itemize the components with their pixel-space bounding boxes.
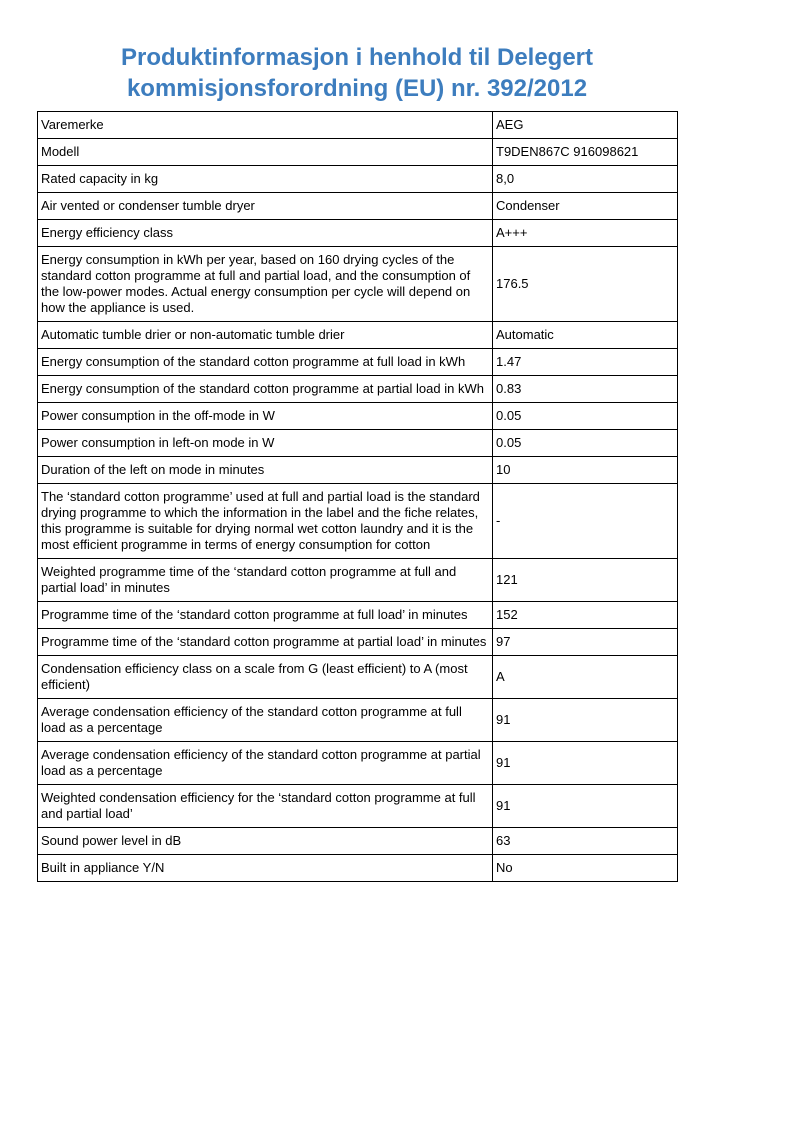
table-row xyxy=(38,430,678,457)
row-value: 1.47 xyxy=(493,349,678,376)
row-value: 91 xyxy=(493,785,678,828)
row-value: Condenser xyxy=(493,193,678,220)
row-label: Condensation efficiency class on a scale from G (least efficient) to A (most efficient) xyxy=(38,656,493,699)
table-row xyxy=(38,193,678,220)
table-row xyxy=(38,602,678,629)
row-label: Sound power level in dB xyxy=(38,828,493,855)
table-row xyxy=(38,112,678,139)
row-value: 63 xyxy=(493,828,678,855)
row-value: 97 xyxy=(493,629,678,656)
table-row xyxy=(38,457,678,484)
table-row xyxy=(38,742,678,785)
table-row xyxy=(38,855,678,882)
row-value: 91 xyxy=(493,742,678,785)
row-label: Modell xyxy=(38,139,493,166)
table-row xyxy=(38,376,678,403)
row-label: Energy consumption of the standard cotton programme at partial load in kWh xyxy=(38,376,493,403)
table-row xyxy=(38,629,678,656)
product-info-table-body xyxy=(38,112,678,882)
row-label: Varemerke xyxy=(38,112,493,139)
table-row xyxy=(38,349,678,376)
row-label: Average condensation efficiency of the standard cotton programme at full load as a percentage xyxy=(38,699,493,742)
row-label: Automatic tumble drier or non-automatic tumble drier xyxy=(38,322,493,349)
row-value: A xyxy=(493,656,678,699)
row-value: 176.5 xyxy=(493,247,678,322)
table-row xyxy=(38,656,678,699)
row-value: 0.83 xyxy=(493,376,678,403)
table-row xyxy=(38,166,678,193)
row-value: T9DEN867C 916098621 xyxy=(493,139,678,166)
row-label: Energy consumption of the standard cotton programme at full load in kWh xyxy=(38,349,493,376)
product-info-table xyxy=(37,111,678,882)
row-value: 10 xyxy=(493,457,678,484)
row-label: Rated capacity in kg xyxy=(38,166,493,193)
row-label: Duration of the left on mode in minutes xyxy=(38,457,493,484)
table-row xyxy=(38,828,678,855)
table-row xyxy=(38,403,678,430)
table-row xyxy=(38,247,678,322)
page-title xyxy=(37,0,677,104)
row-label: Energy consumption in kWh per year, based on 160 drying cycles of the standard cotton programme at full and partial load, and the consumption of the low-power modes. Actual energy consumption per cycle will depend on how the appliance is used. xyxy=(38,247,493,322)
table-row xyxy=(38,220,678,247)
row-label: Energy efficiency class xyxy=(38,220,493,247)
row-label: Weighted condensation efficiency for the ‘standard cotton programme at full and partial load’ xyxy=(38,785,493,828)
row-value: AEG xyxy=(493,112,678,139)
row-label: Weighted programme time of the ‘standard cotton programme at full and partial load’ in minutes xyxy=(38,559,493,602)
row-label: Power consumption in the off-mode in W xyxy=(38,403,493,430)
table-row xyxy=(38,559,678,602)
row-value: 0.05 xyxy=(493,403,678,430)
row-value: 8,0 xyxy=(493,166,678,193)
row-value: 152 xyxy=(493,602,678,629)
row-value: No xyxy=(493,855,678,882)
page-title-line-2: kommisjonsforordning (EU) nr. 392/2012 xyxy=(126,75,588,102)
row-value: 0.05 xyxy=(493,430,678,457)
table-row xyxy=(38,484,678,559)
row-label: Air vented or condenser tumble dryer xyxy=(38,193,493,220)
row-value: 91 xyxy=(493,699,678,742)
table-row xyxy=(38,699,678,742)
table-row xyxy=(38,785,678,828)
row-label: Power consumption in left-on mode in W xyxy=(38,430,493,457)
row-value: Automatic xyxy=(493,322,678,349)
table-row xyxy=(38,139,678,166)
row-label: Average condensation efficiency of the standard cotton programme at partial load as a percentage xyxy=(38,742,493,785)
row-value: - xyxy=(493,484,678,559)
table-row xyxy=(38,322,678,349)
row-label: The ‘standard cotton programme’ used at full and partial load is the standard drying programme to which the information in the label and the fiche relates, this programme is suitable for drying normal wet cotton laundry and it is the most efficient programme in terms of energy consumption for cotton xyxy=(38,484,493,559)
row-label: Built in appliance Y/N xyxy=(38,855,493,882)
row-label: Programme time of the ‘standard cotton programme at full load’ in minutes xyxy=(38,602,493,629)
row-value: A+++ xyxy=(493,220,678,247)
page-title-line-1: Produktinformasjon i henhold til Delegert xyxy=(120,44,594,71)
row-label: Programme time of the ‘standard cotton programme at partial load’ in minutes xyxy=(38,629,493,656)
row-value: 121 xyxy=(493,559,678,602)
